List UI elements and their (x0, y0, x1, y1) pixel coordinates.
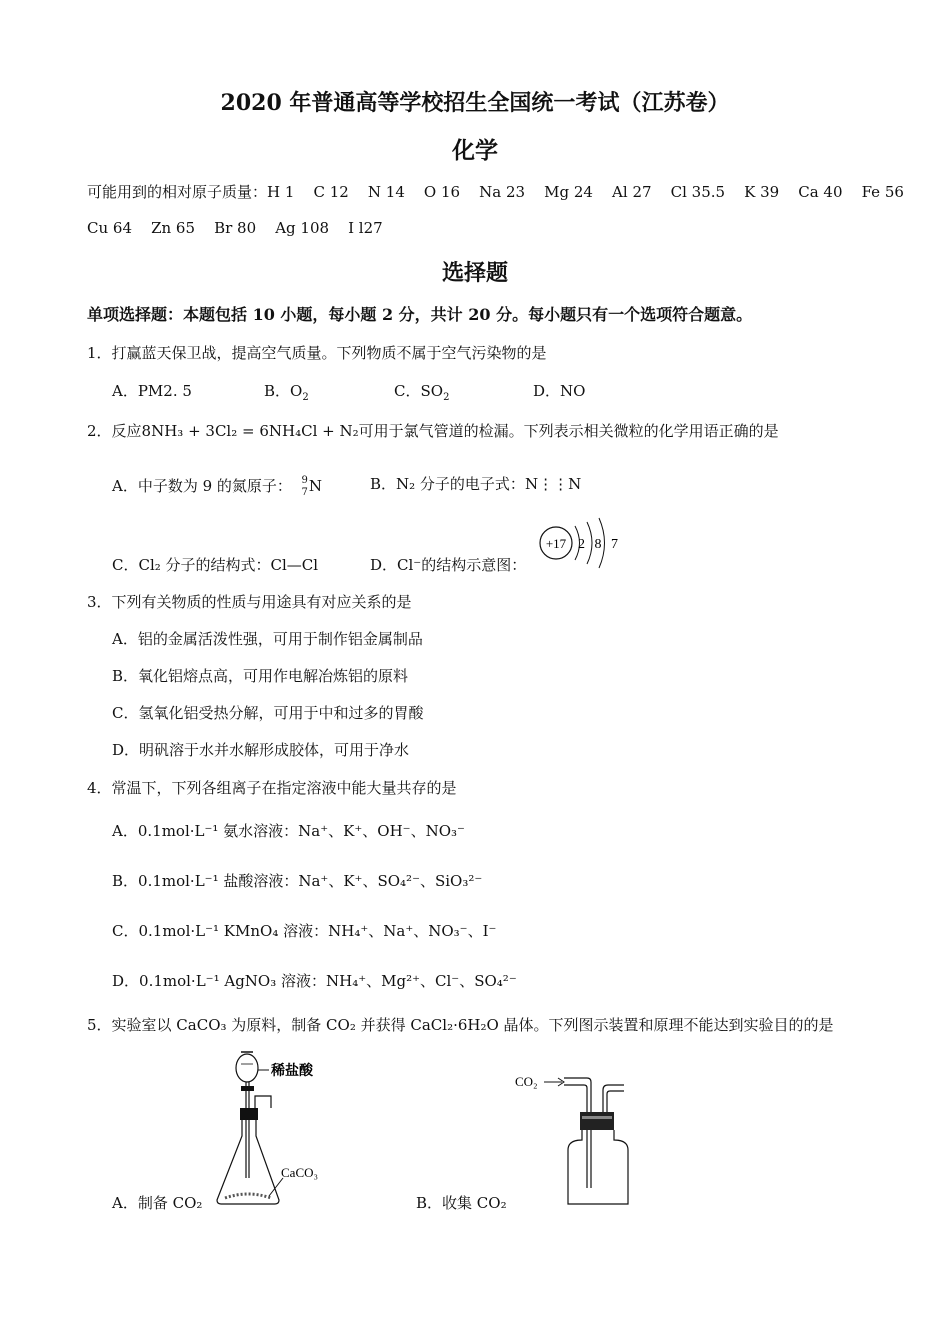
q5-option-b-caption: B．收集 CO₂ (416, 1194, 507, 1212)
q1-option-a: A．PM2. 5 (112, 382, 192, 400)
q2-option-b-text: B．N₂ 分子的电子式： (370, 475, 525, 493)
q2-option-b (370, 474, 581, 494)
q1-option-d: D．NO (533, 382, 586, 400)
q1-stem: 1．打赢蓝天保卫战，提高空气质量。下列物质不属于空气污染物的是 (87, 344, 547, 362)
q1-option-b-sub: 2 (302, 392, 309, 403)
q4-stem: 4．常温下，下列各组离子在指定溶液中能大量共存的是 (87, 779, 457, 797)
q1-option-b-text: B．O (264, 382, 303, 400)
q3-option-c: C．氢氧化铝受热分解，可用于中和过多的胃酸 (112, 704, 424, 722)
q2-option-c: C．Cl₂ 分子的结构式：Cl—Cl (112, 556, 319, 574)
electron-shell-counts: 2 8 7 (578, 537, 621, 552)
atomic-masses-line2: Cu 64 Zn 65 Br 80 Ag 108 I l27 (87, 219, 383, 237)
caco3-solid (225, 1194, 271, 1198)
q3-option-b: B．氧化铝熔点高，可用作电解冶炼铝的原料 (112, 667, 409, 685)
label-dilute-hcl: 稀盐酸 (271, 1063, 313, 1079)
q4-option-b: B．0.1mol·L⁻¹ 盐酸溶液：Na⁺、K⁺、SO₄²⁻、SiO₃²⁻ (112, 872, 483, 890)
nuclide-atomic-number: 7 (301, 487, 308, 498)
atomic-masses-values-1: H 1 C 12 N 14 O 16 Na 23 Mg 24 Al 27 Cl 35.5 K 39 Ca 40 Fe 56 (267, 183, 904, 201)
q3-option-a: A．铝的金属活泼性强，可用于制作铝金属制品 (112, 630, 423, 648)
q2-option-a-text: A．中子数为 9 的氮原子： (112, 477, 292, 495)
exam-title: 2020 年普通高等学校招生全国统一考试（江苏卷） (220, 90, 730, 116)
q4-option-d: D．0.1mol·L⁻¹ AgNO₃ 溶液：NH₄⁺、Mg²⁺、Cl⁻、SO₄²⁻ (112, 972, 517, 990)
q2-stem (87, 421, 779, 441)
q5-stem: 5．实验室以 CaCO₃ 为原料，制备 CO₂ 并获得 CaCl₂·6H₂O 晶体。下列图示装置和原理不能达到实验目的的是 (87, 1016, 834, 1034)
q2-option-d: D．Cl⁻的结构示意图： (370, 556, 527, 574)
nuclide-symbol: N (308, 477, 323, 495)
chlorine-ion-structure-diagram (536, 514, 626, 574)
q2-stem-pre: 2．反应 (87, 422, 142, 440)
q1-option-b (264, 381, 309, 408)
gas-outlet-tube (255, 1096, 271, 1110)
subject-title: 化学 (452, 137, 498, 164)
q1-option-c-text: C．SO (394, 382, 444, 400)
separatory-funnel-bulb (236, 1054, 258, 1082)
q2-option-a (112, 474, 322, 500)
section-instructions: 单项选择题：本题包括 10 小题，每小题 2 分，共计 20 分。每小题只有一个选项符合题意。 (87, 305, 753, 324)
q5-option-a-caption: A．制备 CO₂ (112, 1194, 203, 1212)
q3-stem: 3．下列有关物质的性质与用途具有对应关系的是 (87, 593, 412, 611)
atomic-masses-label: 可能用到的相对原子质量： (87, 183, 268, 201)
nuclide-notation (295, 474, 309, 500)
nuclide-mass-number: 9 (301, 475, 308, 486)
stopcock (241, 1086, 254, 1091)
q1-option-c-sub: 2 (443, 392, 450, 403)
bottle-stopper (580, 1112, 614, 1130)
q1-option-c (394, 381, 449, 408)
atomic-masses-line1 (87, 182, 904, 202)
label-co2-inlet: CO₂ (515, 1074, 538, 1089)
q4-option-c: C．0.1mol·L⁻¹ KMnO₄ 溶液：NH₄⁺、Na⁺、NO₃⁻、I⁻ (112, 922, 497, 940)
q4-option-a: A．0.1mol·L⁻¹ 氨水溶液：Na⁺、K⁺、OH⁻、NO₃⁻ (112, 822, 465, 840)
conical-flask (217, 1120, 279, 1204)
apparatus-a-preparation (205, 1050, 335, 1210)
gas-collection-bottle (568, 1130, 628, 1204)
nucleus-charge: +17 (545, 536, 567, 551)
section-title: 选择题 (441, 260, 508, 286)
q2-equation: 8NH₃ + 3Cl₂ = 6NH₄Cl + N₂ (141, 422, 359, 440)
q2-stem-post: 可用于氯气管道的检漏。下列表示相关微粒的化学用语正确的是 (358, 422, 779, 440)
label-caco3: CaCO₃ (281, 1165, 319, 1180)
apparatus-b-collection (512, 1068, 642, 1208)
electron-formula: N⋮⋮N (524, 475, 582, 493)
q3-option-d: D．明矾溶于水并水解形成胶体，可用于净水 (112, 741, 410, 759)
